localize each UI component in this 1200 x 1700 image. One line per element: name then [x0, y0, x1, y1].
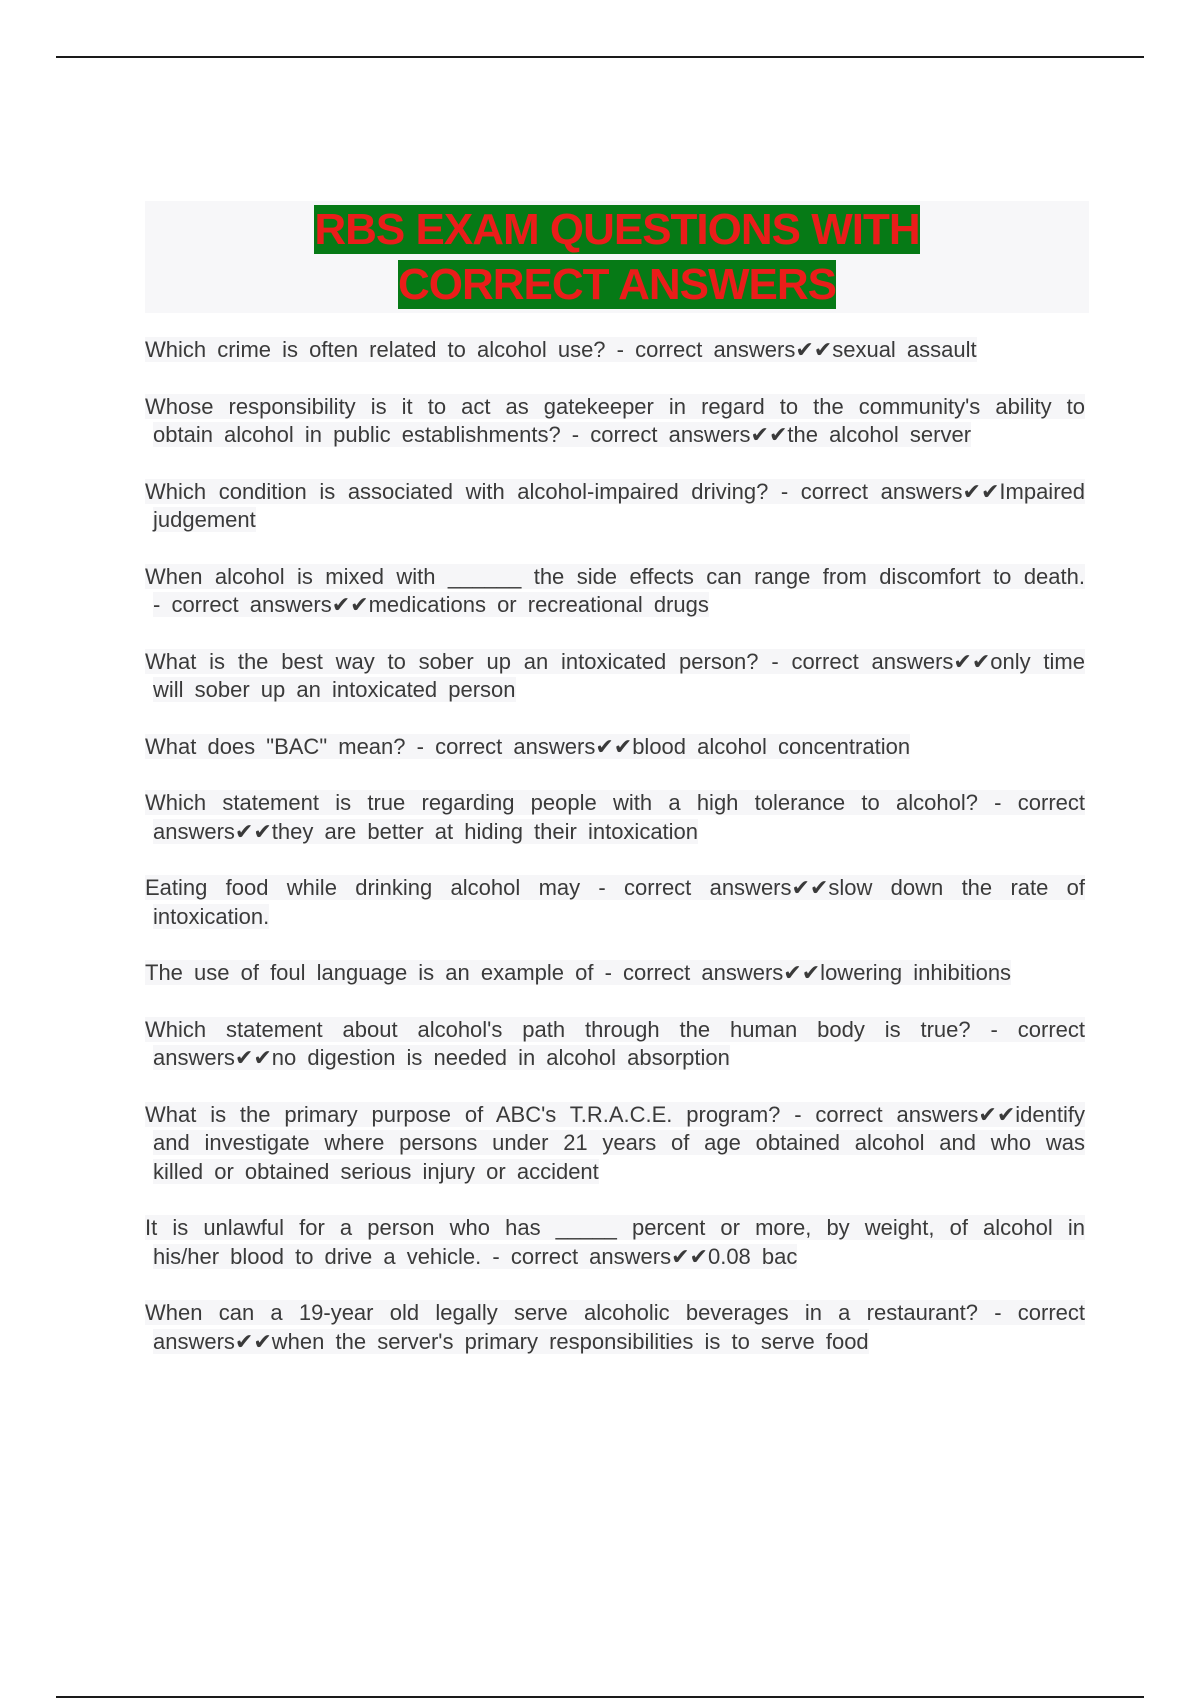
- page-bottom-rule: [56, 1696, 1144, 1698]
- qa-item-text: What is the best way to sober up an intoxicated person? - correct answers✔✔only time will sober up an intoxicated person: [145, 648, 1085, 702]
- qa-item: [145, 478, 1085, 535]
- qa-item: [145, 1101, 1085, 1187]
- document-title: RBS EXAM QUESTIONS WITH CORRECT ANSWERS: [314, 205, 920, 309]
- qa-item: [145, 563, 1085, 620]
- title-band: [145, 201, 1089, 313]
- page-top-rule: [56, 56, 1144, 58]
- qa-item-text: Whose responsibility is it to act as gatekeeper in regard to the community's ability to obtain alcohol in public establishments? - correct answers✔✔the alcohol server: [145, 393, 1085, 447]
- qa-item: [145, 1016, 1085, 1073]
- qa-item-text: Which statement is true regarding people with a high tolerance to alcohol? - correct answers✔✔they are better at hiding their intoxication: [145, 790, 1085, 844]
- qa-item: [145, 874, 1085, 931]
- qa-item: [145, 648, 1085, 705]
- qa-item: [145, 1299, 1085, 1356]
- qa-item-text: Eating food while drinking alcohol may - correct answers✔✔slow down the rate of intoxication.: [145, 875, 1085, 929]
- qa-item-text: The use of foul language is an example of - correct answers✔✔lowering inhibitions: [145, 960, 1012, 985]
- qa-item: [145, 1214, 1085, 1271]
- qa-item-text: It is unlawful for a person who has _____ percent or more, by weight, of alcohol in his/her blood to drive a vehicle. - correct answers✔✔0.08 bac: [145, 1215, 1085, 1269]
- qa-item: [145, 336, 1085, 365]
- qa-item-text: When can a 19-year old legally serve alcoholic beverages in a restaurant? - correct answers✔✔when the server's primary responsibilities is to serve food: [145, 1300, 1085, 1354]
- qa-item-text: What is the primary purpose of ABC's T.R.A.C.E. program? - correct answers✔✔identify and investigate where persons under 21 years of age obtained alcohol and who was killed or obtained serious injury or accident: [145, 1101, 1085, 1184]
- qa-item-text: When alcohol is mixed with ______ the side effects can range from discomfort to death. - correct answers✔✔medications or recreational drugs: [145, 563, 1085, 617]
- qa-item: [145, 733, 1085, 762]
- qa-item: [145, 393, 1085, 450]
- qa-item: [145, 959, 1085, 988]
- qa-item-text: Which crime is often related to alcohol use? - correct answers✔✔sexual assault: [145, 337, 977, 362]
- qa-item: [145, 789, 1085, 846]
- question-answer-list: [145, 336, 1085, 1384]
- qa-item-text: Which statement about alcohol's path through the human body is true? - correct answers✔✔no digestion is needed in alcohol absorption: [145, 1016, 1085, 1070]
- qa-item-text: What does "BAC" mean? - correct answers✔✔blood alcohol concentration: [145, 733, 911, 759]
- qa-item-text: Which condition is associated with alcohol-impaired driving? - correct answers✔✔Impaired judgement: [145, 478, 1085, 532]
